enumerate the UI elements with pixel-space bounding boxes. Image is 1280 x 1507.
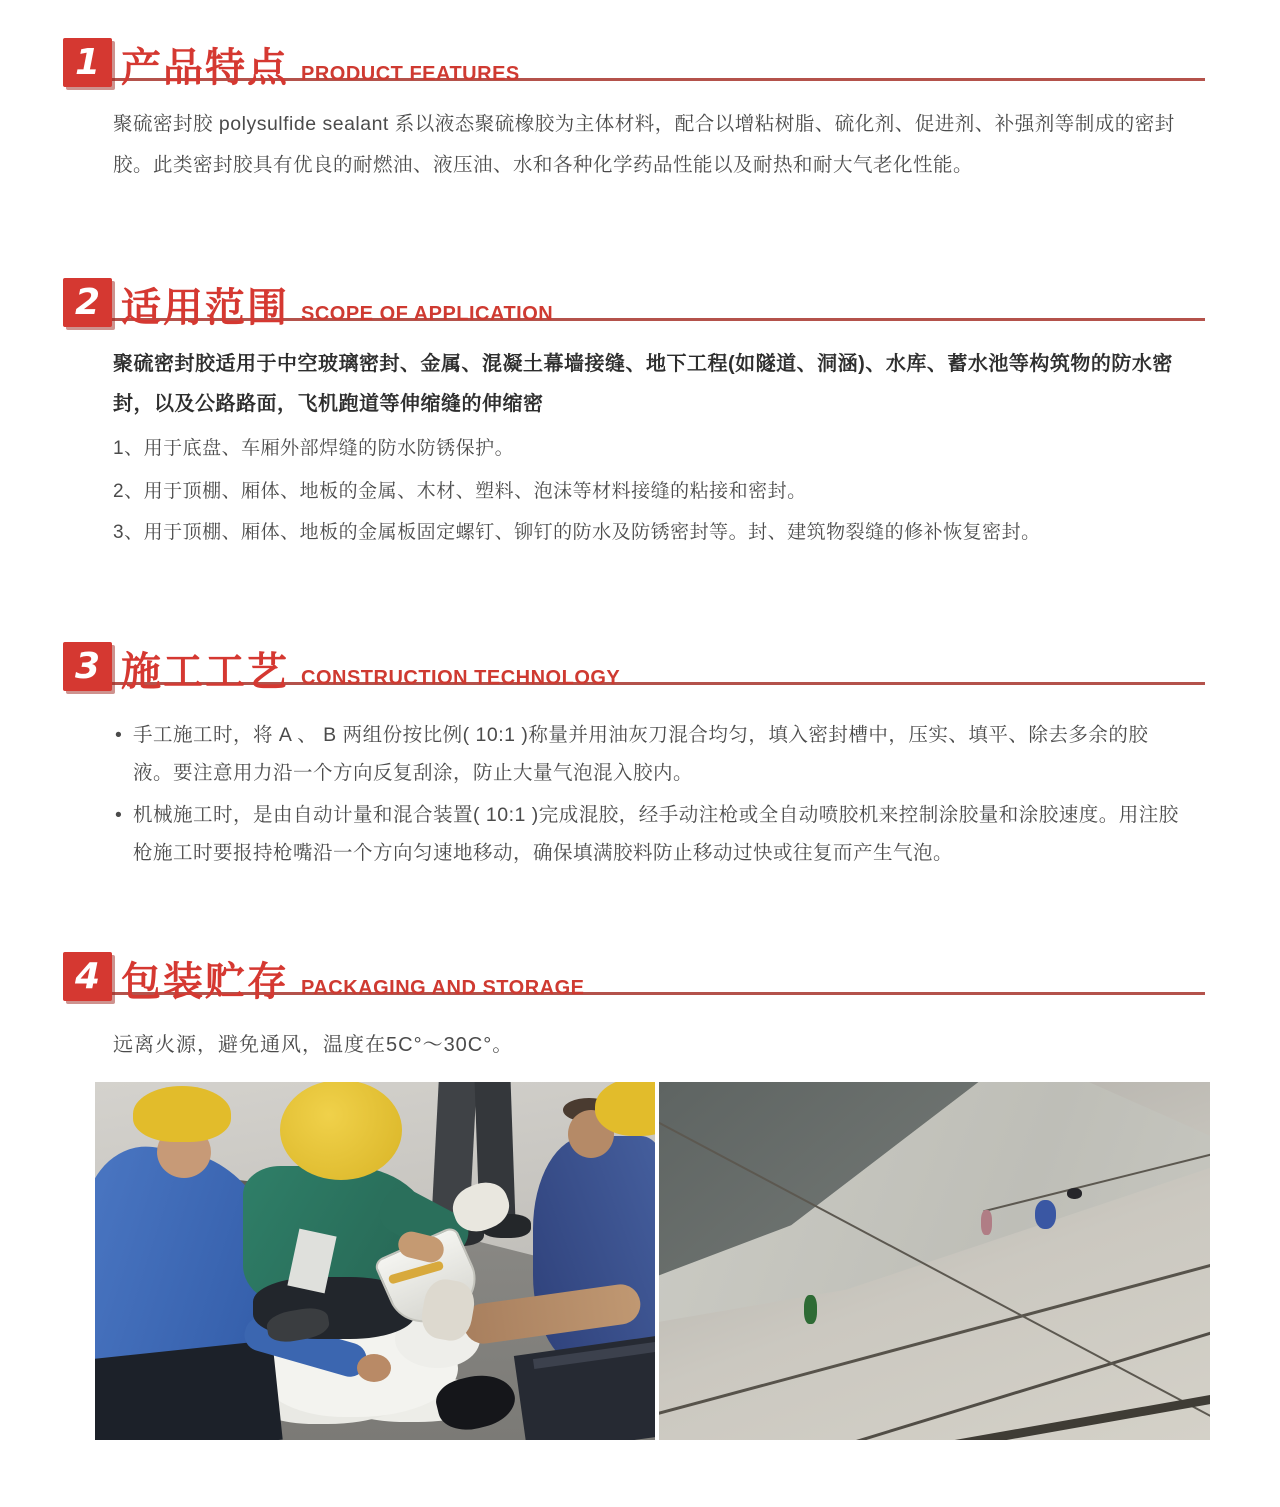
concrete-slope-joint-sealing-photo [659,1082,1210,1440]
section-title-row [121,38,520,90]
section-title-row [121,278,553,330]
section-packaging-and-storage [63,952,1205,1060]
lead-paragraph: 聚硫密封胶适用于中空玻璃密封、金属、混凝土幕墙接缝、地下工程(如隧道、洞涵)、水库、蓄水池等构筑物的防水密封，以及公路路面，飞机跑道等伸缩缝的伸缩密 [113,353,1173,415]
section-subtitle: SCOPE OF APPLICATION [301,303,554,325]
section-paragraph: 聚硫密封胶 polysulfide sealant 系以液态聚硫橡胶为主体材料，配合以增粘树脂、硫化剂、促进剂、补强剂等制成的密封胶。此类密封胶具有优良的耐燃油、液压油、水和各种化学药品性能以及耐热和耐大气老化性能。 [113,113,1175,176]
section-title: 产品特点 [121,46,289,90]
photo-shape-dark-band [906,1376,1210,1440]
list-item: 1、用于底盘、车厢外部焊缝的防水防锈保护。 [113,438,515,459]
section-number-badge [63,38,112,87]
photo-shape-dark-pants [95,1340,283,1440]
section-header [63,952,1205,1004]
section-number: 1 [74,42,101,83]
photo-shape-worker-pink [981,1210,992,1235]
section-header [63,642,1205,694]
section-title: 包装贮存 [121,960,289,1004]
bullet-item: • 手工施工时，将 A 、 B 两组份按比例( 10:1 )称量并用油灰刀混合均匀，填入密封槽中，压实、填平、除去多余的胶液。要注意用力沿一个方向反复刮涂，防止大量气泡混入胶内。 [115,716,1188,792]
photo-shape-worker-green [804,1295,817,1324]
list-item: 3、用于顶棚、厢体、地板的金属板固定螺钉、铆钉的防水及防锈密封等。封、建筑物裂缝的修补恢复密封。 [113,522,1041,543]
photo-shape-yellow-hardhat [280,1082,402,1180]
photo-shape-hand [357,1354,391,1382]
storage-note: 远离火源，避免通风，温度在5C°～30C°。 [113,1034,514,1056]
section-header [63,38,1205,90]
section-title: 适用范围 [121,286,289,330]
section-scope-of-application [63,278,1205,548]
section-construction-technology [63,642,1205,872]
photo-shape-worker-dark [1067,1188,1082,1199]
section-subtitle: PACKAGING AND STORAGE [301,977,585,999]
section-number-badge [63,278,112,327]
section-number: 3 [74,646,101,687]
section-title: 施工工艺 [121,650,289,694]
bullet-item: • 机械施工时，是由自动计量和混合装置( 10:1 )完成混胶，经手动注枪或全自动喷胶机来控制涂胶量和涂胶速度。用注胶枪施工时要报持枪嘴沿一个方向匀速地移动，确保填满胶料防止移动过快或往复而产生气泡。 [115,796,1188,872]
section-title-row [121,642,620,694]
section-subtitle: CONSTRUCTION TECHNOLOGY [301,667,621,689]
section-number-badge [63,952,112,1001]
section-header [63,278,1205,330]
section-number: 2 [74,282,101,323]
list-item: 2、用于顶棚、厢体、地板的金属、木材、塑料、泡沫等材料接缝的粘接和密封。 [113,481,807,502]
section-number-badge [63,642,112,691]
photo-shape-yellow-hardhat [133,1086,231,1142]
application-list [63,434,1205,548]
section-product-features [63,38,1205,186]
section-subtitle: PRODUCT FEATURES [301,63,520,85]
section-title-row [121,952,584,1004]
photo-shape-worker-blue [1035,1200,1056,1229]
workers-mixing-sealant-photo [95,1082,655,1440]
construction-bullet-list [63,716,1205,872]
section-number: 4 [74,956,101,997]
